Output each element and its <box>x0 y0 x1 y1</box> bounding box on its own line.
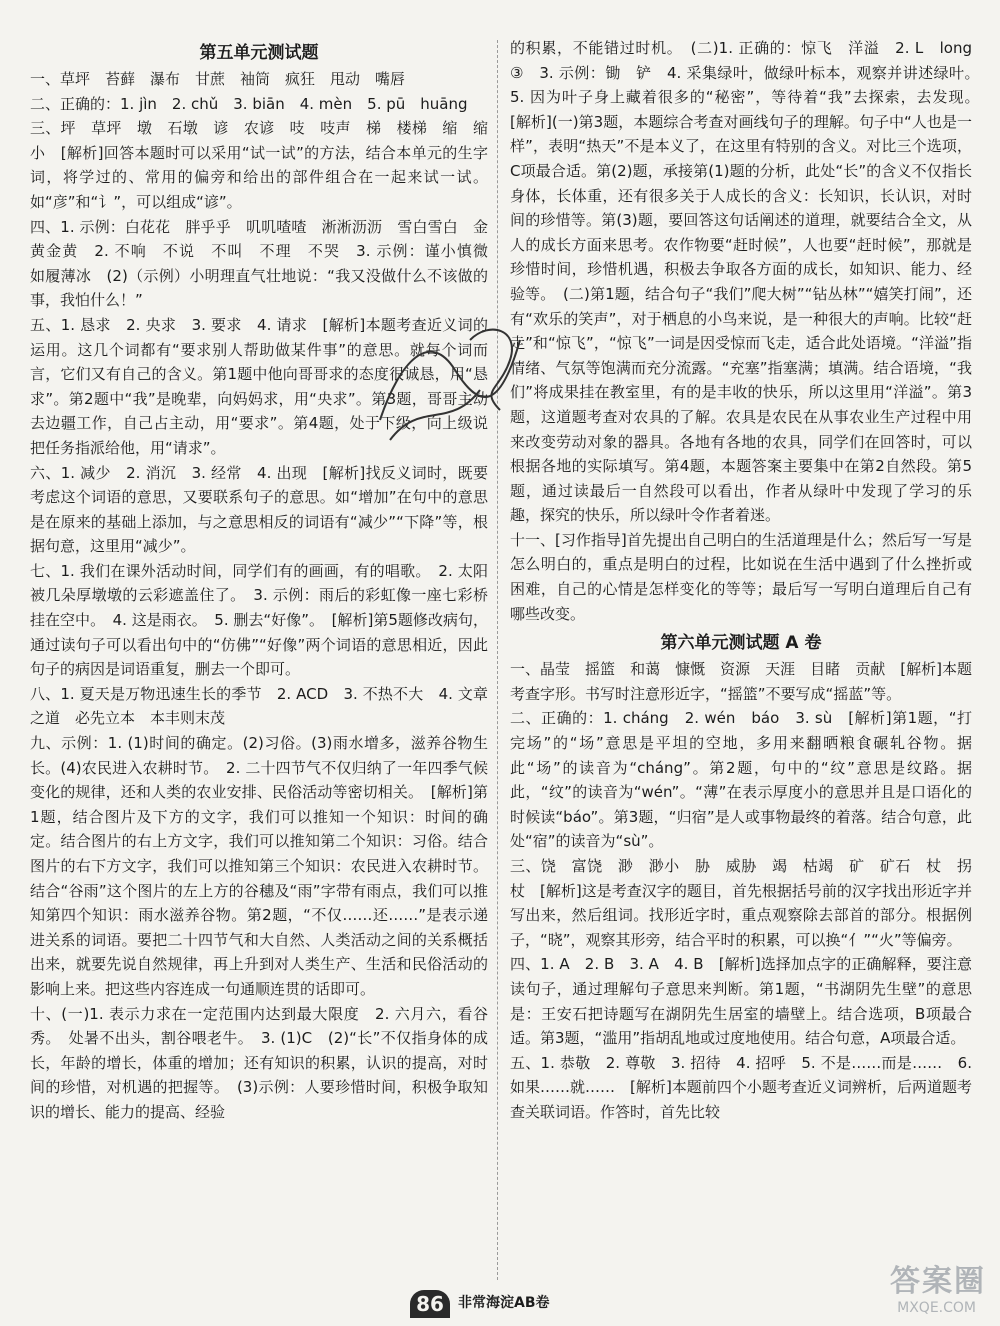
answer-item: 九、示例：1. (1)时间的确定。(2)习俗。(3)雨水增多，滋养谷物生长。(4)农民进入农耕时节。 2. 二十四节气不仅归纳了一年四季气候变化的规律，还和人类的农业安排、民俗活动等密切相关。 [解析]第1题，结合图片及下方的文字，我们可以推知一个知识：时间的确定。结合图片的右上方文字，我们可以推知第二个知识：习俗。结合图片的右下方文字，我们可以推知第三个知识：农民进入农耕时节。结合“谷雨”这个图片的左上方的谷穗及“雨”字带有雨点，我们可以推知第四个知识：雨水滋养谷物。第2题，“不仅……还……”是表示递进关系的词语。要把二十四节气和大自然、人类活动之间的关系概括出来，就要先说自然规律，再上升到对人类生产、生活和民俗活动的影响上来。把这些内容连成一句通顺连贯的话即可。 <box>30 734 488 998</box>
watermark-logo: 答案圈 <box>890 1264 986 1299</box>
page-number: 86 <box>410 1290 450 1318</box>
brand-label: 非常海淀AB卷 <box>458 1295 550 1311</box>
unit5-items <box>30 67 504 1125</box>
column-divider <box>497 40 498 1280</box>
answer-item: 六、1. 减少 2. 消沉 3. 经常 4. 出现 [解析]找反义词时，既要考虑这个词语的意思，又要联系句子的意思。如“增加”在句中的意思是在原来的基础上添加，与之意思相反的词语有“减少”“下降”等，根据句意，这里用“减少”。 <box>30 463 488 556</box>
answer-item: 三、坪 草坪 墩 石墩 谚 农谚 吱 吱声 梯 楼梯 缩 缩小 [解析]回答本题时可以采用“试一试”的方法，结合本单元的生字词，将学过的、常用的偏旁和给出的部件组合在一起来试一试。如“彦”和“讠”，可以组成“谚”。 <box>30 119 488 211</box>
watermark-site: MXQE.COM <box>897 1300 976 1316</box>
left-column <box>30 36 504 1282</box>
answer-item: 十、(一)1. 表示力求在一定范围内达到最大限度 2. 六月六，看谷秀。 处暑不出头，割谷喂老牛。 3. (1)C (2)“长”不仅指身体的成长，年龄的增长，体重的增加；还有知识的积累，认识的提高，对时间的珍惜，对机遇的把握等。 (3)示例：人要珍惜时间，积极争取知识的增长、能力的提高、经验 <box>30 1004 488 1121</box>
answer-item: 四、1. A 2. B 3. A 4. B [解析]选择加点字的正确解释，要注意读句子，通过理解句子意思来判断。第1题，“书湖阴先生壁”的意思是：王安石把诗题写在湖阴先生居室的墙壁上。结合选项，B项最合适。第3题，“滥用”指胡乱地或过度地使用。结合句意，A项最合适。 <box>510 955 972 1048</box>
answer-item: 五、1. 恭敬 2. 尊敬 3. 招待 4. 招呼 5. 不是……而是…… 6. 如果……就…… [解析]本题前四个小题考查近义词辨析，后两道题考查关联词语。作答时，首先比较 <box>510 1053 972 1121</box>
answer-item: 三、饶 富饶 渺 渺小 胁 威胁 竭 枯竭 矿 矿石 杖 拐杖 [解析]这是考查汉字的题目，首先根据括号前的汉字找出形近字并写出来，然后组词。找形近字时，重点观察除去部首的部分。根据例子，“晓”，观察其形旁，结合平时的积累，可以换“亻”“火”等偏旁。 <box>510 857 972 949</box>
answer-item: 四、1. 示例：白花花 胖乎乎 叽叽喳喳 淅淅沥沥 雪白雪白 金黄金黄 2. 不响 不说 不叫 不理 不哭 3. 示例：谨小慎微 如履薄冰 (2)（示例）小明理直气壮地说：“我又没做什么不该做的事，我怕什么！” <box>30 217 504 310</box>
answer-item: 二、正确的：1. cháng 2. wén báo 3. sù [解析]第1题，“打完场”的“场”意思是平坦的空地，多用来翻晒粮食碾轧谷物。据此“场”的读音为“cháng”。第2题，句中的“纹”意思是纹路。据此，“纹”的读音为“wén”。“薄”在表示厚度小的意思并且是口语化的时候读“báo”。第3题，“归宿”是人或事物最终的着落。结合句意，此处“宿”的读音为“sù”。 <box>510 709 972 851</box>
answer-item: 一、草坪 苔藓 瀑布 甘蔗 袖筒 疯狂 甩动 嘴唇 <box>30 70 406 88</box>
answer-item: 二、正确的：1. jìn 2. chǔ 3. biān 4. mèn 5. pū huāng <box>30 94 468 113</box>
answer-item: 的积累，不能错过时机。 (二)1. 正确的：惊飞 洋溢 2. L long ③ 3. 示例：锄 铲 4. 采集绿叶，做绿叶标本，观察并讲述绿叶。 5. 因为叶子身上藏着很多的“秘密”，等待着“我”去探索，去发现。 [解析](一)第3题，本题综合考查对画线句子的理解。句子中“人也是一样”，表明“热天”不是本义了，在这里有特别的含义。对比三个选项，C项最合适。第(2)题，承接第(1)题的分析，此处“长”的含义不仅指长身体，长体重，还有很多关于人成长的含义：长知识，长认识，对时间的珍惜等。第(3)题，要回答这句话阐述的道理，就要结合全文，从人的成长方面来思考。农作物要“赶时候”，人也要“赶时候”，那就是珍惜时间，珍惜机遇，积极去争取各方面的成长，如知识、能力、经验等。 (二)第1题，结合句子“我们”爬大树”“钻丛林”“嬉笑打闹”，还有“欢乐的笑声”，对于栖息的小鸟来说，是一种很大的声响。比较“赶走”和“惊飞”，“惊飞”一词是因受惊而飞走，适合此处语境。“洋溢”指情绪、气氛等饱满而充分流露。“充塞”指塞满；填满。结合语境，“我们”将成果挂在教室里，有的是丰收的快乐，所以这里用“洋溢”。第3题，这道题考查对农具的了解。农具是农民在从事农业生产过程中用来改变劳动对象的器具。各地有各地的农具，同学们在回答时，可以根据各地的实际填写。第4题，本题答案主要集中在第2自然段。第5题，通过读最后一自然段可以看出，作者从绿叶中发现了学习的乐趣，探究的快乐，所以绿叶令作者着迷。 <box>510 39 988 525</box>
answer-item: 十一、[习作指导]首先提出自己明白的生活道理是什么；然后写一写是怎么明白的，重点是明白的过程，比如说在生活中遇到了什么挫折或困难，自己的心情是怎样变化的等等；最后写一写明白道理后自己有哪些改变。 <box>510 530 972 623</box>
watermark <box>806 1256 986 1316</box>
answer-item: 五、1. 恳求 2. 央求 3. 要求 4. 请求 [解析]本题考查近义词的运用。这几个词都有“要求别人帮助做某件事”的意思。就每个词而言，它们又有自己的含义。第1题中他向哥哥求的态度很诚恳，用“恳求”。第2题中“我”是晚辈，向妈妈求，用“央求”。第3题，哥哥主动去边疆工作，自己占主动，用“要求”。第4题，处于下级，向上级说把任务指派给他，用“请求”。 <box>30 315 488 457</box>
unit5-title: 第五单元测试题 <box>199 43 319 63</box>
unit6-title: 第六单元测试题 A 卷 <box>660 633 822 654</box>
answer-item: 八、1. 夏天是万物迅速生长的季节 2. ACD 3. 不热不大 4. 文章之道 必先立本 本丰则末茂 <box>30 684 488 728</box>
answer-item: 一、晶莹 摇篮 和蔼 慷慨 资源 天涯 目睹 贡献 [解析]本题考查字形。书写时注意形近字，“摇篮”不要写成“摇蓝”等。 <box>510 660 972 703</box>
answer-item: 七、1. 我们在课外活动时间，同学们有的画画，有的唱歌。 2. 太阳被几朵厚墩墩的云彩遮盖住了。 3. 示例：雨后的彩虹像一座七彩桥挂在空中。 4. 这是雨衣。 5. 删去“好像”。 [解析]第5题修改病句，通过读句子可以看出句中的“仿佛”“好像”两个词语的意思相近，因此句子的病因是词语重复，删去一个即可。 <box>30 561 488 679</box>
